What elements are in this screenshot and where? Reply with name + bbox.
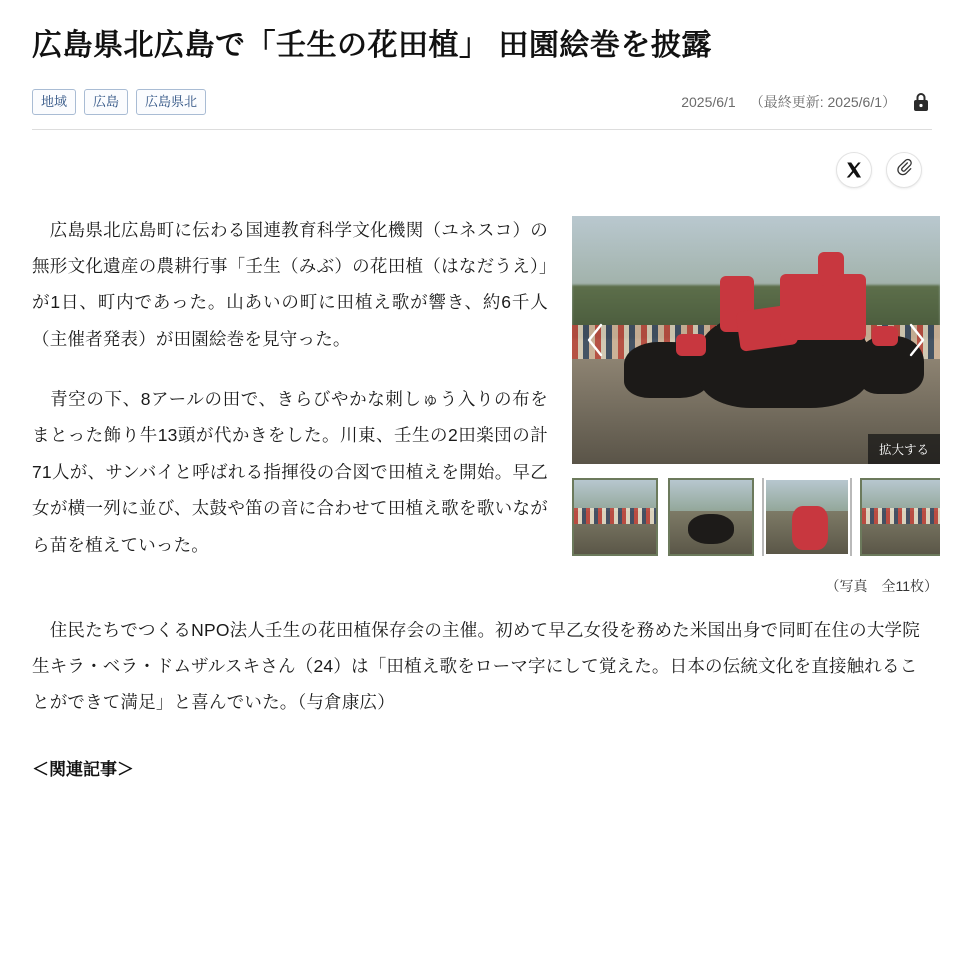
page-title: 広島県北広島で「壬生の花田植」 田園絵巻を披露 — [32, 29, 712, 62]
copy-link-button[interactable] — [886, 152, 922, 188]
zoom-button[interactable]: 拡大する — [868, 434, 940, 464]
paragraph-1: 広島県北広島町に伝わる国連教育科学文化機関（ユネスコ）の無形文化遺産の農耕行事「壬生（みぶ）の花田植（はなだうえ）」が1日、町内であった。山あいの町に田植え歌が響き、約6千人（主催者発表）が田園絵巻を見守った。 — [32, 219, 548, 349]
related-articles-heading: ＜関連記事＞ — [32, 759, 134, 779]
paragraph-3: 住民たちでつくるNPO法人壬生の花田植保存会の主催。初めて早乙女役を務めた米国出身で同町在住の大学院生キラ・ベラ・ドムザルスキさん（24）は「田植え歌をローマ字にして覚えた。日本の伝統文化を直接触れることができて満足」と喜んでいた。（与倉康広） — [32, 619, 920, 713]
photo-ox-right-ornament — [872, 326, 898, 346]
thumb-ox — [688, 514, 734, 544]
lock-icon — [910, 90, 932, 114]
tag-region[interactable]: 地域 — [32, 89, 76, 115]
photo-ox-left-ornament — [676, 334, 706, 356]
hero-photo[interactable] — [572, 216, 940, 464]
thumb-ox — [792, 506, 828, 550]
thumb-sky — [574, 480, 656, 511]
media-column — [572, 216, 940, 596]
thumb-row — [574, 508, 656, 524]
text-column — [32, 212, 548, 588]
thumbnail-1[interactable] — [572, 478, 658, 556]
thumb-row — [862, 508, 940, 524]
paragraph-2: 青空の下、8アールの田で、きらびやかな刺しゅう入りの布をまとった飾り牛13頭が代かきをした。川東、壬生の2田楽団の計71人が、サンバイと呼ばれる指揮役の合図で田植えを開始。早乙女が横一列に並び、太鼓や笛の音に合わせて田植え歌を歌いながら苗を植えていった。 — [32, 389, 548, 555]
gallery-next-button[interactable] — [902, 317, 932, 363]
publish-date: 2025/6/1 — [681, 93, 736, 110]
thumbnail-4[interactable] — [860, 478, 940, 556]
share-x-button[interactable] — [836, 152, 872, 188]
photo-caption: （写真 全11枚） — [825, 577, 938, 594]
thumb-sky — [670, 480, 752, 511]
tag-hiroshima-north[interactable]: 広島県北 — [136, 89, 206, 115]
tag-hiroshima[interactable]: 広島 — [84, 89, 128, 115]
share-row — [32, 152, 932, 188]
thumbnail-2[interactable] — [668, 478, 754, 556]
last-updated: （最終更新: 2025/6/1） — [749, 93, 896, 110]
tag-list — [32, 89, 206, 115]
photo-ox-horn-ornament — [818, 252, 844, 286]
thumbnail-strip — [572, 478, 940, 556]
thumb-sky — [862, 480, 940, 511]
article-body — [32, 212, 938, 596]
paperclip-icon — [895, 158, 913, 181]
article-page — [0, 26, 964, 967]
thumbnail-3[interactable] — [764, 478, 850, 556]
header-divider — [32, 129, 932, 130]
gallery-prev-button[interactable] — [580, 317, 610, 363]
article-meta-row — [32, 89, 932, 115]
article-date-block — [681, 90, 932, 114]
